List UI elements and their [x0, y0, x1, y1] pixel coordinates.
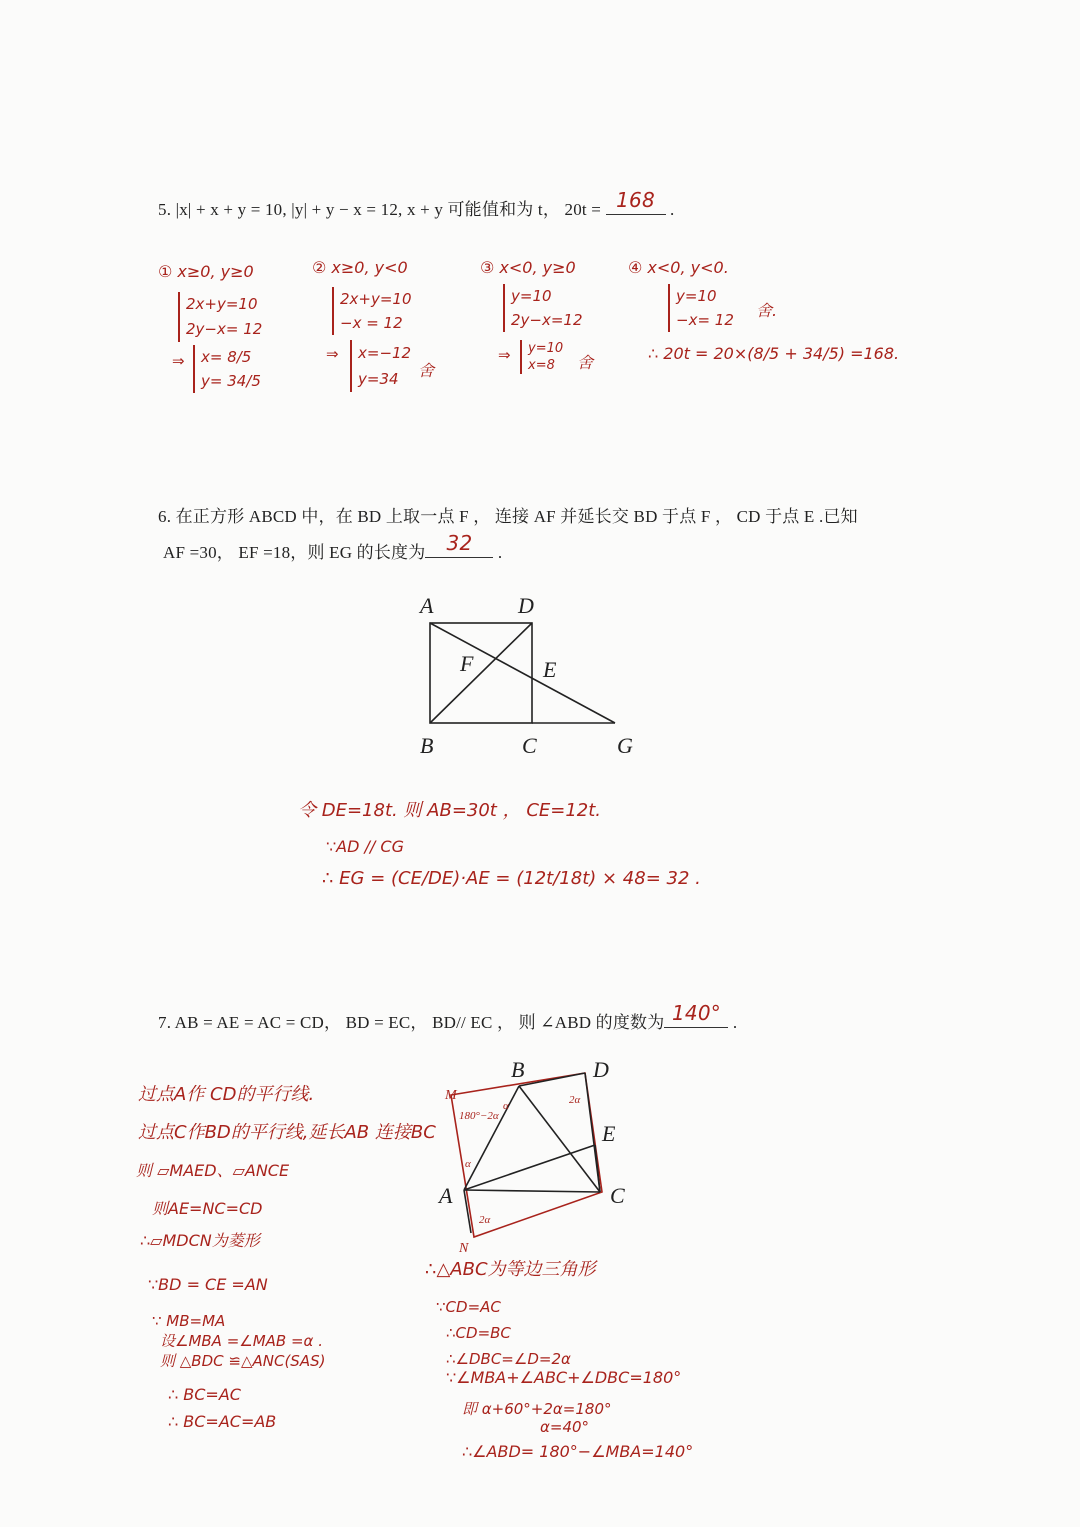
q7-answer: 140°	[671, 1001, 721, 1025]
q5-case4-eq2: −x= 12	[676, 311, 734, 329]
q5-case4-system	[668, 284, 734, 332]
q5-case1-res2: y= 34/5	[201, 372, 261, 390]
q5-case2-arrow: ⇒	[326, 345, 339, 363]
q6-label-f: F	[460, 651, 474, 676]
q7-left-line4: 则AE=NC=CD	[152, 1199, 263, 1218]
q5-case1-eq1: 2x+y=10	[186, 295, 258, 313]
q7-mark-alpha-b: α	[503, 1100, 509, 1112]
q6-stem-line2: AF =30， EF =18，则 EG 的长度为 32 .	[163, 531, 503, 562]
q6-work-line2: ∵AD // CG	[326, 837, 404, 856]
q5-case1-system	[178, 292, 262, 342]
q7-right-line6: 即 α+60°+2α=180°	[462, 1400, 612, 1418]
q5-case3-eq2: 2y−x=12	[511, 311, 583, 329]
q5-case3-arrow: ⇒	[498, 346, 511, 364]
q7-right-line5: ∵∠MBA+∠ABC+∠DBC=180°	[446, 1368, 682, 1387]
q7-left-line7: ∵ MB=MA	[152, 1312, 226, 1330]
q7-right-line7: α=40°	[540, 1418, 590, 1436]
q5-question-text: 5. |x| + x + y = 10, |y| + y − x = 12, x + y 可能值和为 t， 20t =	[158, 200, 602, 219]
q5-case2-res1: x=−12	[358, 344, 412, 362]
q7-label-c: C	[610, 1183, 625, 1208]
q6-label-c: C	[522, 733, 537, 758]
q7-mark-alpha-a: α	[465, 1158, 471, 1170]
q5-case2-condition: ② x≥0, y<0	[312, 258, 408, 277]
q7-right-line1: ∴△ABC为等边三角形	[425, 1259, 596, 1280]
q5-case4-condition: ④ x<0, y<0.	[628, 258, 729, 277]
q6-answer: 32	[446, 531, 473, 555]
q5-answer: 168	[616, 188, 655, 212]
q5-case2-eq2: −x = 12	[340, 314, 403, 332]
q7-mark-2alpha-d: 2α	[569, 1094, 581, 1106]
q5-case1-condition: ① x≥0, y≥0	[158, 262, 254, 281]
q6-work-line3: ∴ EG = (CE/DE)·AE = (12t/18t) × 48= 32 .	[322, 868, 701, 889]
q5-case1-res1: x= 8/5	[201, 348, 252, 366]
q7-label-d: D	[593, 1057, 609, 1082]
q7-line-ac	[464, 1190, 600, 1192]
q7-left-line1: 过点A作 CD的平行线.	[138, 1084, 315, 1105]
q6-stem-line1: 6. 在正方形 ABCD 中，在 BD 上取一点 F ， 连接 AF 并延长交 BD 于点 F ， CD 于点 E .已知	[158, 507, 858, 526]
q7-mark-angle-mba: 180°−2α	[459, 1110, 499, 1122]
q6-work-line1: 令 DE=18t. 则 AB=30t ， CE=12t.	[298, 800, 602, 821]
q6-question-text: AF =30， EF =18，则 EG 的长度为	[163, 543, 426, 562]
q7-label-m: M	[445, 1088, 457, 1103]
q7-figure	[425, 1055, 640, 1255]
q6-label-b: B	[420, 733, 434, 758]
q7-right-line4: ∴∠DBC=∠D=2α	[446, 1350, 571, 1368]
q5-case2-res2: y=34	[358, 370, 399, 388]
q6-label-d: D	[518, 593, 534, 618]
q7-right-line8: ∴∠ABD= 180°−∠MBA=140°	[462, 1442, 694, 1461]
q5-case3-res1: y=10	[528, 341, 564, 356]
q7-left-line5: ∴▱MDCN为菱形	[140, 1231, 260, 1250]
q6-answer-blank	[425, 531, 493, 558]
q5-case2-note: 舍	[418, 361, 435, 380]
q6-label-a: A	[420, 593, 434, 618]
q7-left-line8: 设∠MBA =∠MAB =α .	[160, 1332, 323, 1350]
q7-right-line2: ∵CD=AC	[436, 1298, 501, 1316]
q5-case3-result	[520, 340, 563, 374]
q7-right-line3: ∴CD=BC	[446, 1324, 511, 1342]
q7-left-line3: 则 ▱MAED、▱ANCE	[136, 1161, 290, 1180]
q7-mark-2alpha-n: 2α	[479, 1214, 491, 1226]
q7-answer-blank	[664, 1001, 728, 1028]
q7-left-line2: 过点C作BD的平行线,延长AB 连接BC	[138, 1122, 436, 1143]
q6-line-ag	[430, 623, 615, 723]
q7-left-line9: 则 △BDC ≌△ANC(SAS)	[160, 1352, 326, 1370]
q7-line-bd	[519, 1073, 585, 1086]
q7-question-text: 7. AB = AE = AC = CD， BD = EC， BD// EC ， 则 ∠ABD 的度数为	[158, 1013, 665, 1032]
q7-label-n: N	[459, 1241, 469, 1255]
q5-case4-eq1: y=10	[676, 287, 717, 305]
q5-case1-arrow: ⇒	[172, 352, 185, 370]
q5-case3-eq1: y=10	[511, 287, 552, 305]
q5-case1-result	[193, 345, 261, 393]
q5-case1-eq2: 2y−x= 12	[186, 320, 263, 338]
q7-left-line10: ∴ BC=AC	[168, 1385, 241, 1404]
q6-diagonal-bd	[430, 623, 532, 723]
q7-label-e: E	[602, 1121, 616, 1146]
q5-conclusion: ∴ 20t = 20×(8/5 + 34/5) =168.	[648, 344, 900, 363]
q5-case3-note: 舍	[577, 353, 594, 372]
q5-case2-system	[332, 287, 412, 335]
q5-case2-eq1: 2x+y=10	[340, 290, 412, 308]
q5-case4-note: 舍.	[756, 301, 778, 320]
q7-stem: 7. AB = AE = AC = CD， BD = EC， BD// EC ， 则 ∠ABD 的度数为 140° .	[158, 1001, 738, 1032]
q7-left-line11: ∴ BC=AC=AB	[168, 1412, 277, 1431]
q7-label-b: B	[511, 1057, 525, 1082]
q5-case3-res2: x=8	[528, 358, 555, 373]
q6-figure	[400, 585, 660, 765]
q6-label-g: G	[617, 733, 633, 758]
q5-stem: 5. |x| + x + y = 10, |y| + y − x = 12, x + y 可能值和为 t， 20t = 168 .	[158, 188, 675, 219]
q5-answer-blank	[606, 188, 666, 215]
q5-case3-system	[503, 284, 583, 332]
q7-label-a: A	[439, 1183, 453, 1208]
q5-case2-result	[350, 340, 411, 392]
q5-case3-condition: ③ x<0, y≥0	[480, 258, 576, 277]
q6-label-e: E	[543, 657, 557, 682]
q7-left-line6: ∵BD = CE =AN	[148, 1275, 268, 1294]
